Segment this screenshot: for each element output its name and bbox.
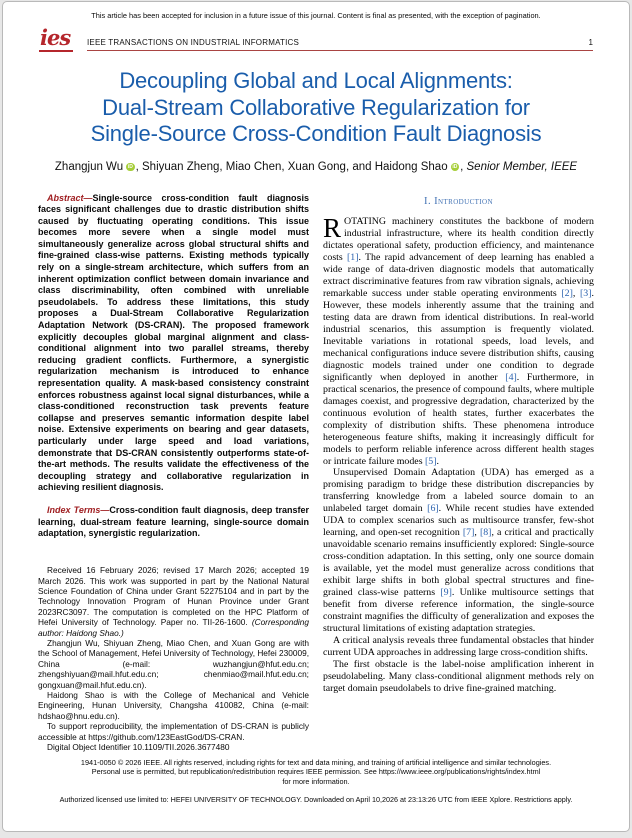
first-page-footnotes [38,565,309,752]
paper-title-line-3: Single-Source Cross-Condition Fault Diagnosis [90,121,542,146]
ies-logo [39,25,87,51]
paper-title [3,68,629,148]
author-line [3,161,629,173]
copyright-line-1: 1941-0050 © 2026 IEEE. All rights reserved, including rights for text and data mining, and training of artificial intelligence and similar technologies. [80,758,552,767]
abstract-label: Abstract— [47,192,93,203]
copyright-line-2: Personal use is permitted, but republication/redistribution requires IEEE permission. See https://www.ieee.org/publications/rights/index.html [91,767,541,777]
footnote-received [38,565,309,638]
intro-paragraph-1-text: OTATING machinery constitutes the backbone of modern industrial infrastructure, where its health condition directly dictates operational safety, production efficiency, and maintenance costs [1]. The rapid advancement of deep learning has enabled a wide range of data-driven diagnostic models that automatically extract discriminative features from raw vibration signals, achieving remarkable success under stable operating environments [2], [3]. However, these models inherently assume that the training and testing data are drawn from identical distributions. In real-world industrial scenarios, this assumption is frequently violated. Inevitable variations in rotational speeds, load levels, and mechanical configurations induce severe distribution shifts, causing diagnostic models trained under one condition to degrade significantly when deployed in another [4]. Furthermore, in practical scenarios, the presence of compound faults, where multiple damages coexist, and progressive degradation, characterized by the continuous evolution of health states, further exacerbates the complexity of distribution shifts. These phenomena introduce heterogeneous feature shifts, making it increasingly difficult for models to perform reliable inference across different health stages or intricate failure modes [5]. [323,216,595,467]
two-column-body [38,193,594,753]
page-number: 1 [588,38,593,47]
abstract-text: Single-source cross-condition fault diagnosis faces significant challenges due to drastic distribution shifts caused by fluctuating operating conditions. This issue becomes more severe when a single model must simultaneously generalize across global structural shifts and fine-grained class-wise patterns. Existing methods typically rely on a single-stream architecture, which suffers from an inherent optimization conflict between domain invariance and class discriminability, often combined with unreliable pseudolabels. To address these limitations, this study proposes a Dual-Stream Collaborative Regularization Adaptation Network (DS-CRAN). The proposed framework explicitly decouples global marginal alignment and class-conditional alignment into two parallel streams, thereby reducing gradient conflicts. Furthermore, a synergistic regularization mechanism is introduced to enhance representation quality. A mask-based consistency constraint enforces robustness against local signal disturbances, while a class-conditioned reconstruction task prevents feature collapse and preserves semantic information despite label noise. Extensive experiments on bearing and gear datasets, particularly under large speed and load variations, demonstrate that DS-CRAN consistently outperforms state-of-the-art methods. The results validate the effectiveness of the decoupling strategy and collaborative regularization in achieving resilient diagnosis. [38,192,309,493]
copyright-line-3: for more information. [282,776,350,786]
right-column [323,193,594,753]
footnote-received-text: Received 16 February 2026; revised 17 March 2026; accepted 19 March 2026. This work was supported in part by the National Natural Science Foundation of China under Grant 52275104 and in part by the Technology Innovation Program of Hunan Province under Grant 2023RC3097. The computation is completed on the HPC Platform of Hefei University of Technology. Paper no. TII-26-1600. [38,565,309,628]
journal-header [39,25,593,51]
intro-paragraph-2: Unsupervised Domain Adaptation (UDA) has emerged as a promising paradigm to bridge these distribution discrepancies by transferring knowledge from a labeled source domain to an unlabeled target domain [6]. While recent studies have extended UDA to complex scenarios such as multisource transfer, few-shot learning, and open-set recognition [7], [8], a critical and practically unavoidable scenario remains insufficiently explored: Single-source cross-condition adaptation. In this setting, only one source domain is available, yet the model must generalize across conditions that exhibit large shifts in both global spectral structures and fine-grained class-wise patterns [9]. Unlike multisource settings that benefit from diverse reference information, the single-source constraint magnifies the difficulty of generalization and exposes the structural limitations of existing adaptation strategies. [323,467,594,634]
intro-paragraph-4: The first obstacle is the label-noise amplification inherent in pseudolabeling. Many class-conditional alignment methods rely on target domain pseudolabels to drive fine-grained matching. [323,658,594,694]
index-terms-label: Index Terms— [47,504,110,515]
intro-paragraph-3: A critical analysis reveals three fundamental obstacles that hinder current UDA approaches in addressing large cross-condition shifts. [323,634,594,658]
paper-title-line-2: Dual-Stream Collaborative Regularization for [102,94,530,120]
left-column [38,193,309,753]
index-terms-text: Cross-condition fault diagnosis, deep transfer learning, dual-stream feature learning, single-source domain adaptation, synergistic regularization. [38,504,309,539]
orcid-icon: iD [127,163,133,170]
footnote-affiliation-2: Haidong Shao is with the College of Mechanical and Vehicle Engineering, Hunan University, Changsha 410082, China (e-mail: hdshao@hnu.edu.cn). [38,690,309,721]
license-notice: Authorized licensed use limited to: HEFEI UNIVERSITY OF TECHNOLOGY. Downloaded on April 10,2026 at 23:13:26 UTC from IEEE Xplore. Restrictions apply. [59,795,573,804]
section-heading-introduction: I. Introduction [424,195,493,207]
journal-title: IEEE TRANSACTIONS ON INDUSTRIAL INFORMATICS [87,38,300,47]
footnote-affiliation-1: Zhangjun Wu, Shiyuan Zheng, Miao Chen, and Xuan Gong are with the School of Management, Hefei University of Technology, Hefei 230009, China (e-mail: wuzhangjun@hfut.edu.cn; zhengshiyuan@mail.hfut.edu.cn; chenmiao@mail.hfut.edu.cn; gongxuan@mail.hfut.edu.cn). [38,638,309,690]
author-separator: , [460,160,467,173]
abstract-paragraph [38,193,309,494]
author-names-rest: , Shiyuan Zheng, Miao Chen, Xuan Gong, and Haidong Shao [135,160,448,173]
orcid-icon: iD [452,163,458,170]
ies-logo-text: ies [39,25,73,52]
index-terms-paragraph [38,505,309,540]
running-head [87,38,593,51]
drop-cap: R [323,213,342,244]
acceptance-notice: This article has been accepted for inclusion in a future issue of this journal. Content is final as presented, with the exception of pagination. [91,11,541,20]
author-names-first: Zhangjun Wu [54,160,124,173]
abstract-section [38,193,309,494]
paper-page [2,1,630,832]
intro-paragraph-1 [323,213,595,467]
doi-line: Digital Object Identifier 10.1109/TII.2026.3677480 [47,742,230,753]
corresponding-author-note: (Corresponding author: Haidong Shao.) [38,617,309,638]
author-membership: Senior Member, IEEE [466,160,578,173]
index-terms-section [38,505,309,540]
paper-title-line-1: Decoupling Global and Local Alignments: [119,68,513,93]
copyright-notice [33,758,599,786]
footnote-code-availability: To support reproducibility, the implementation of DS-CRAN is publicly accessible at https://github.com/123EastGod/DS-CRAN. [38,721,309,742]
